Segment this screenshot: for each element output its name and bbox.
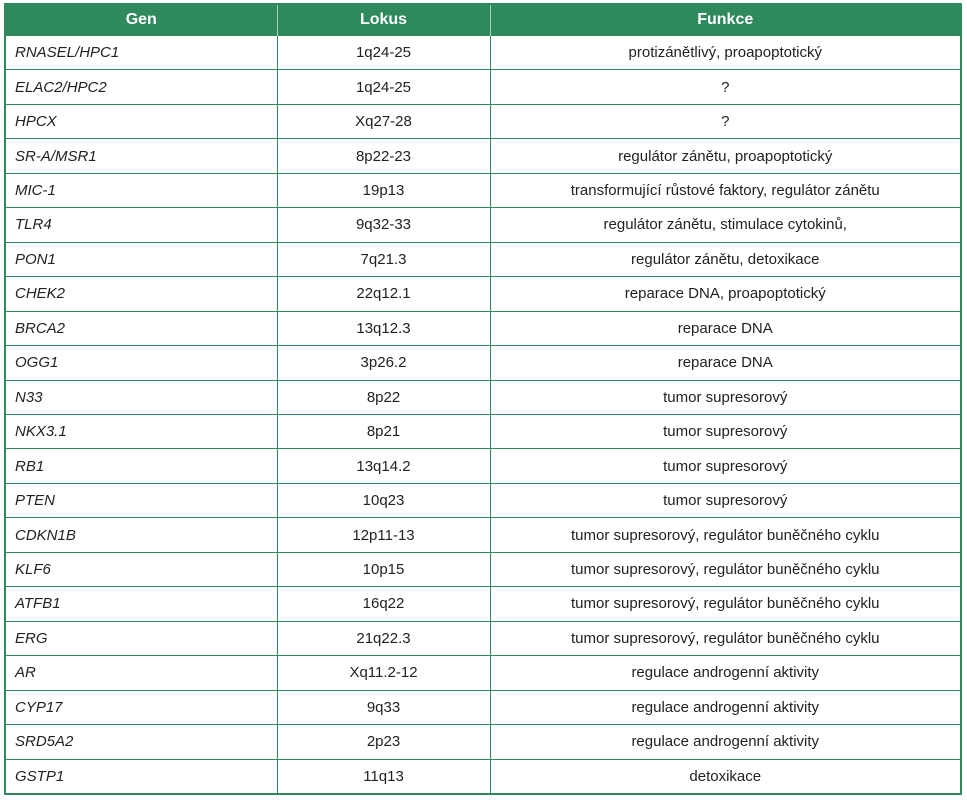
locus-cell: 8p22-23 xyxy=(277,139,490,173)
gene-cell: RNASEL/HPC1 xyxy=(6,36,277,70)
locus-cell: 21q22.3 xyxy=(277,621,490,655)
locus-cell: 19p13 xyxy=(277,173,490,207)
locus-cell: 13q14.2 xyxy=(277,449,490,483)
gene-cell: OGG1 xyxy=(6,346,277,380)
function-cell: tumor supresorový, regulátor buněčného cyklu xyxy=(490,552,960,586)
function-cell: reparace DNA xyxy=(490,346,960,380)
locus-cell: 8p21 xyxy=(277,414,490,448)
table-row xyxy=(6,36,960,70)
table-row xyxy=(6,690,960,724)
table-row xyxy=(6,70,960,104)
locus-cell: Xq11.2-12 xyxy=(277,656,490,690)
function-cell: regulace androgenní aktivity xyxy=(490,725,960,759)
table-row xyxy=(6,552,960,586)
table-row xyxy=(6,725,960,759)
gene-cell: MIC-1 xyxy=(6,173,277,207)
table-row xyxy=(6,656,960,690)
column-header-funkce: Funkce xyxy=(490,5,960,36)
table-row xyxy=(6,139,960,173)
function-cell: reparace DNA, proapoptotický xyxy=(490,277,960,311)
locus-cell: 11q13 xyxy=(277,759,490,793)
locus-cell: 9q32-33 xyxy=(277,208,490,242)
table-row xyxy=(6,311,960,345)
locus-cell: 1q24-25 xyxy=(277,36,490,70)
table-row xyxy=(6,208,960,242)
table-row xyxy=(6,277,960,311)
function-cell: tumor supresorový, regulátor buněčného cyklu xyxy=(490,518,960,552)
function-cell: ? xyxy=(490,70,960,104)
table-body xyxy=(6,36,960,794)
locus-cell: 10p15 xyxy=(277,552,490,586)
table-row xyxy=(6,449,960,483)
function-cell: detoxikace xyxy=(490,759,960,793)
function-cell: tumor supresorový xyxy=(490,414,960,448)
gene-cell: N33 xyxy=(6,380,277,414)
column-header-lokus: Lokus xyxy=(277,5,490,36)
gene-cell: KLF6 xyxy=(6,552,277,586)
function-cell: transformující růstové faktory, regulátor zánětu xyxy=(490,173,960,207)
gene-cell: BRCA2 xyxy=(6,311,277,345)
table-row xyxy=(6,380,960,414)
gene-cell: TLR4 xyxy=(6,208,277,242)
function-cell: tumor supresorový xyxy=(490,449,960,483)
locus-cell: 16q22 xyxy=(277,587,490,621)
function-cell: tumor supresorový xyxy=(490,483,960,517)
table-row xyxy=(6,587,960,621)
gene-table-frame xyxy=(4,3,962,795)
table-header xyxy=(6,5,960,36)
locus-cell: 10q23 xyxy=(277,483,490,517)
function-cell: reparace DNA xyxy=(490,311,960,345)
function-cell: regulátor zánětu, stimulace cytokinů, xyxy=(490,208,960,242)
locus-cell: 3p26.2 xyxy=(277,346,490,380)
locus-cell: 22q12.1 xyxy=(277,277,490,311)
function-cell: tumor supresorový xyxy=(490,380,960,414)
gene-cell: AR xyxy=(6,656,277,690)
locus-cell: 12p11-13 xyxy=(277,518,490,552)
gene-cell: CHEK2 xyxy=(6,277,277,311)
table-row xyxy=(6,414,960,448)
column-header-gen: Gen xyxy=(6,5,277,36)
table-row xyxy=(6,621,960,655)
header-row xyxy=(6,5,960,36)
table-row xyxy=(6,759,960,793)
function-cell: tumor supresorový, regulátor buněčného cyklu xyxy=(490,587,960,621)
table-row xyxy=(6,104,960,138)
locus-cell: 2p23 xyxy=(277,725,490,759)
gene-cell: PTEN xyxy=(6,483,277,517)
function-cell: regulátor zánětu, detoxikace xyxy=(490,242,960,276)
locus-cell: 8p22 xyxy=(277,380,490,414)
gene-cell: PON1 xyxy=(6,242,277,276)
table-row xyxy=(6,518,960,552)
gene-table xyxy=(6,5,960,793)
function-cell: protizánětlivý, proapoptotický xyxy=(490,36,960,70)
table-row xyxy=(6,242,960,276)
locus-cell: 7q21.3 xyxy=(277,242,490,276)
locus-cell: 1q24-25 xyxy=(277,70,490,104)
gene-cell: ATFB1 xyxy=(6,587,277,621)
function-cell: tumor supresorový, regulátor buněčného cyklu xyxy=(490,621,960,655)
gene-cell: RB1 xyxy=(6,449,277,483)
table-row xyxy=(6,346,960,380)
locus-cell: 13q12.3 xyxy=(277,311,490,345)
gene-cell: SR-A/MSR1 xyxy=(6,139,277,173)
function-cell: ? xyxy=(490,104,960,138)
gene-cell: GSTP1 xyxy=(6,759,277,793)
gene-cell: HPCX xyxy=(6,104,277,138)
gene-cell: SRD5A2 xyxy=(6,725,277,759)
locus-cell: 9q33 xyxy=(277,690,490,724)
locus-cell: Xq27-28 xyxy=(277,104,490,138)
function-cell: regulátor zánětu, proapoptotický xyxy=(490,139,960,173)
gene-cell: CYP17 xyxy=(6,690,277,724)
gene-cell: CDKN1B xyxy=(6,518,277,552)
gene-cell: ERG xyxy=(6,621,277,655)
gene-cell: NKX3.1 xyxy=(6,414,277,448)
function-cell: regulace androgenní aktivity xyxy=(490,656,960,690)
table-row xyxy=(6,173,960,207)
function-cell: regulace androgenní aktivity xyxy=(490,690,960,724)
gene-cell: ELAC2/HPC2 xyxy=(6,70,277,104)
table-row xyxy=(6,483,960,517)
